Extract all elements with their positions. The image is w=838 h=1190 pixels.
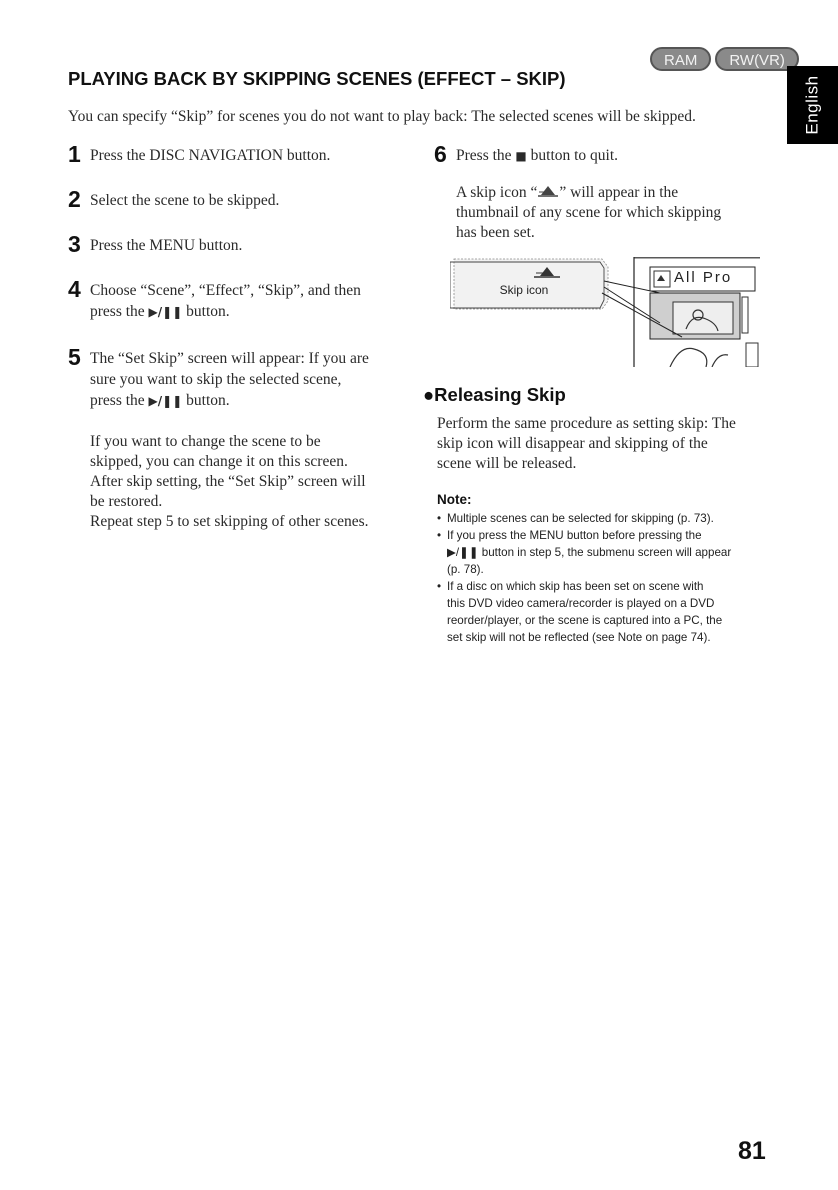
step-line-part: Press the: [456, 147, 516, 164]
page-title: PLAYING BACK BY SKIPPING SCENES (EFFECT – SKIP): [68, 68, 566, 89]
paragraph-line-part: A skip icon “: [456, 184, 538, 201]
note-heading: Note:: [437, 492, 472, 507]
disc-badge-rw-vr: RW(VR): [715, 47, 799, 71]
paragraph-line: After skip setting, the “Set Skip” screen will: [90, 473, 366, 490]
paragraph-line-part: ” will appear in the: [559, 184, 679, 201]
note-line: • If a disc on which skip has been set on scene with: [447, 580, 704, 593]
play-pause-icon: ▶/❚❚: [148, 394, 183, 408]
step-text: Select the scene to be skipped.: [90, 192, 280, 209]
page-number: 81: [738, 1137, 766, 1165]
left-paragraph: [68, 432, 413, 532]
step-5: [68, 345, 413, 412]
paragraph-line: has been set.: [456, 224, 535, 241]
skip-icon: [537, 184, 559, 201]
paragraph-line: If you want to change the scene to be: [90, 433, 321, 450]
intro-text: You can specify “Skip” for scenes you do not want to play back: The selected scenes will be skipped.: [68, 108, 696, 125]
step-1: [68, 142, 413, 166]
step-number: 3: [68, 231, 81, 257]
note-line: set skip will not be reflected (see Note on page 74).: [447, 631, 711, 644]
step-number: 1: [68, 141, 81, 167]
left-column: [68, 142, 413, 532]
note-line: • If you press the MENU button before pressing the: [447, 529, 702, 542]
language-tab-label: English: [802, 75, 822, 135]
note-list: [437, 510, 782, 646]
disc-badge-ram: RAM: [650, 47, 711, 71]
note-line: (p. 78).: [447, 563, 484, 576]
step-number: 4: [68, 276, 81, 302]
paragraph-line: be restored.: [90, 493, 163, 510]
skip-icon-figure: [450, 257, 760, 367]
right-column: [434, 142, 794, 243]
step-text: Press the MENU button.: [90, 237, 243, 254]
thumbnail-screen-text: All Pro: [674, 269, 733, 286]
step-line-part: press the: [90, 303, 149, 320]
paragraph-line: Repeat step 5 to set skipping of other scenes.: [90, 513, 369, 530]
step-number: 6: [434, 141, 447, 167]
skip-icon-paragraph: [434, 183, 794, 243]
step-text: [456, 142, 618, 167]
note-line: reorder/player, or the scene is captured into a PC, the: [447, 614, 723, 627]
step-text: [90, 277, 361, 323]
note-line: ▶/❚❚ button in step 5, the submenu screen will appear: [447, 546, 732, 559]
stop-icon: ■: [515, 149, 527, 163]
paragraph-line: skip icon will disappear and skipping of the: [437, 435, 708, 452]
step-line-part: press the: [90, 392, 149, 409]
step-number: 5: [68, 344, 81, 370]
paragraph-line: Perform the same procedure as setting skip: The: [437, 415, 736, 432]
note-item: [437, 578, 782, 646]
releasing-skip-heading: ●Releasing Skip: [423, 384, 566, 405]
play-pause-icon: ▶/❚❚: [148, 305, 183, 319]
paragraph-line: [456, 183, 794, 203]
step-line: Choose “Scene”, “Effect”, “Skip”, and then: [90, 282, 361, 299]
paragraph-line: scene will be released.: [437, 455, 577, 472]
note-item: [437, 527, 782, 578]
step-line-part: button to quit.: [526, 147, 619, 164]
paragraph-line: skipped, you can change it on this screen.: [90, 453, 348, 470]
step-text: [90, 345, 369, 412]
step-line: [90, 301, 361, 323]
step-text: Press the DISC NAVIGATION button.: [90, 147, 331, 164]
step-line: The “Set Skip” screen will appear: If you are: [90, 350, 369, 367]
step-2: [68, 187, 413, 211]
step-line: [90, 390, 369, 412]
note-line: this DVD video camera/recorder is played on a DVD: [447, 597, 715, 610]
note-item: [437, 510, 782, 527]
note-line: • Multiple scenes can be selected for skipping (p. 73).: [447, 512, 714, 525]
skip-icon-callout-label: Skip icon: [499, 283, 549, 297]
releasing-skip-paragraph: [437, 414, 792, 474]
step-4: [68, 277, 413, 323]
step-3: [68, 232, 413, 256]
step-line-part: button.: [182, 303, 230, 320]
language-tab: [787, 66, 838, 144]
step-number: 2: [68, 186, 81, 212]
paragraph-line: thumbnail of any scene for which skipping: [456, 204, 722, 221]
step-6: [434, 142, 794, 167]
step-line: sure you want to skip the selected scene,: [90, 371, 342, 388]
step-line-part: button.: [182, 392, 230, 409]
disc-type-badges: [650, 47, 799, 71]
